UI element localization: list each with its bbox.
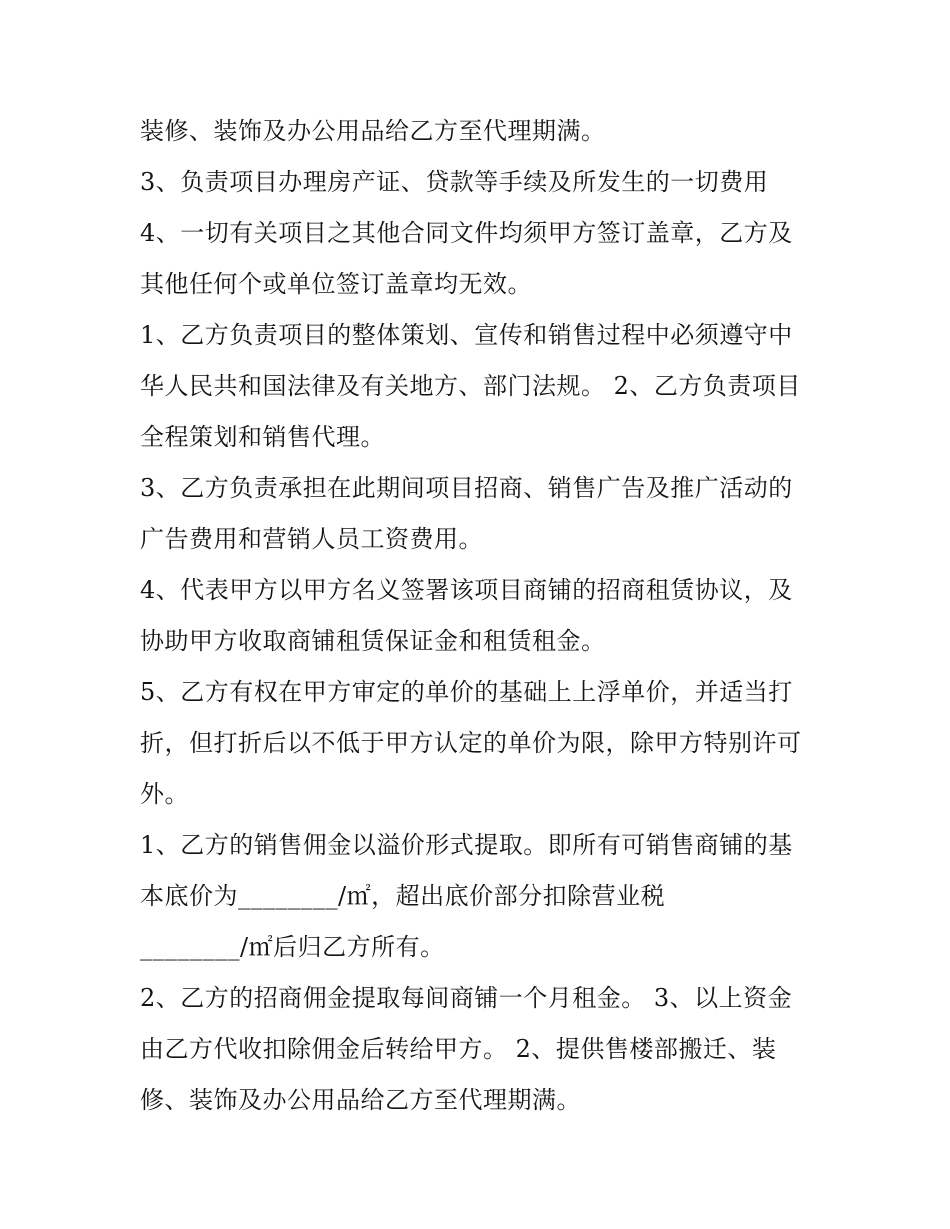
text-line: 广告费用和营销人员工资费用。 [140, 525, 483, 553]
text-line: 3、乙方负责承担在此期间项目招商、销售广告及推广活动的 [140, 474, 793, 502]
text-line: 5、乙方有权在甲方审定的单价的基础上上浮单价，并适当打 [140, 678, 793, 706]
text-line: 协助甲方收取商铺租赁保证金和租赁租金。 [140, 627, 606, 655]
text-line: 修、装饰及办公用品给乙方至代理期满。 [140, 1086, 581, 1114]
text-line: 1、乙方负责项目的整体策划、宣传和销售过程中必须遵守中 [140, 321, 793, 349]
text-line: 由乙方代收扣除佣金后转给甲方。 2、提供售楼部搬迁、装 [140, 1035, 777, 1063]
text-line: ________/㎡后归乙方所有。 [140, 933, 445, 961]
text-line: 3、负责项目办理房产证、贷款等手续及所发生的一切费用 [140, 168, 769, 196]
text-line: 2、乙方的招商佣金提取每间商铺一个月租金。 3、以上资金 [140, 984, 793, 1012]
text-line: 1、乙方的销售佣金以溢价形式提取。即所有可销售商铺的基 [140, 831, 793, 859]
text-line: 外。 [140, 780, 189, 808]
text-line: 华人民共和国法律及有关地方、部门法规。 2、乙方负责项目 [140, 372, 801, 400]
text-line: 4、代表甲方以甲方名义签署该项目商铺的招商租赁协议，及 [140, 576, 793, 604]
text-line: 折，但打折后以不低于甲方认定的单价为限，除甲方特别许可 [140, 729, 802, 757]
document-body [140, 106, 830, 1126]
text-line: 全程策划和销售代理。 [140, 423, 385, 451]
text-line: 4、一切有关项目之其他合同文件均须甲方签订盖章，乙方及 [140, 219, 793, 247]
text-line: 其他任何个或单位签订盖章均无效。 [140, 270, 532, 298]
text-line: 装修、装饰及办公用品给乙方至代理期满。 [140, 117, 606, 145]
text-line: 本底价为________/㎡，超出底价部分扣除营业税 [140, 882, 666, 910]
